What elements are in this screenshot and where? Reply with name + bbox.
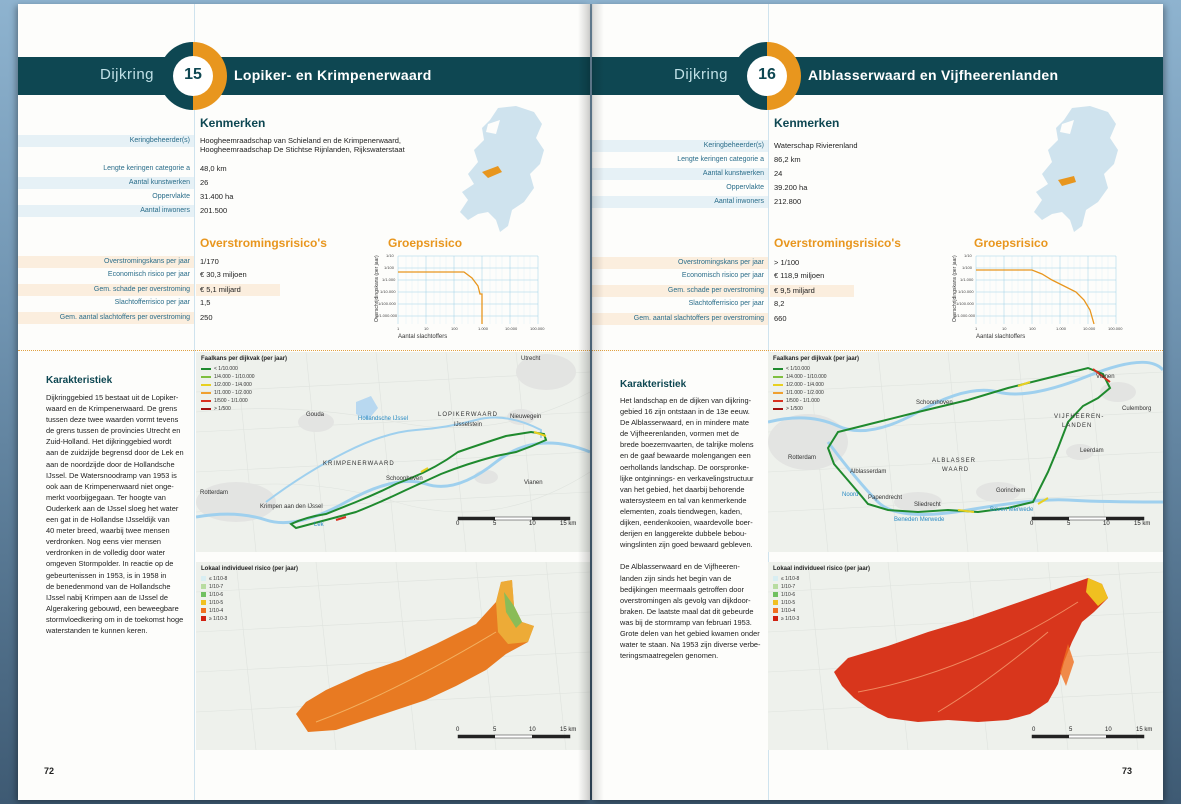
water-label: Lek (314, 522, 324, 528)
column-rule (194, 4, 195, 800)
map1-legend-title: Faalkans per dijkvak (per jaar) (201, 356, 288, 362)
kenmerk-label: Aantal inwoners (714, 198, 764, 205)
scale-label: 5 (493, 521, 497, 527)
risico-title: Overstromingsrisico's (774, 236, 901, 250)
graph-ytick: 1/100 (384, 265, 395, 270)
map2-legend-item: ≥ 1/10-3 (773, 616, 799, 622)
dotted-rule (592, 350, 1163, 351)
kenmerk-value: Hoogheemraadschap van Schieland en de Krimpenerwaard, (200, 136, 401, 145)
map1-legend-item: > 1/500 (773, 406, 803, 412)
map2-legend-item: 1/10-4 (773, 608, 795, 614)
graph-xtick: 1 (975, 326, 978, 331)
netherlands-locator-map (1012, 102, 1132, 237)
risico-label: Slachtofferrisico per jaar (114, 299, 190, 306)
risico-value: 660 (774, 314, 787, 323)
kenmerk-value: 26 (200, 178, 209, 187)
text-line: een gat in de Hollandse IJsseldijk van (46, 515, 170, 525)
place-label: Nieuwegein (510, 414, 542, 420)
text-line: derijen en langgerekte dubbele bebou- (620, 529, 747, 539)
place-label: Leerdam (1080, 448, 1104, 454)
kenmerk-value: 86,2 km (774, 155, 801, 164)
graph-xtick: 100 (451, 326, 458, 331)
risico-label: Slachtofferrisico per jaar (688, 300, 764, 307)
risico-map (768, 562, 1163, 750)
graph-ytick: 1/1.000 (382, 277, 396, 282)
risico-label: Gem. schade per overstroming (93, 286, 190, 293)
water-label: Boven Merwede (990, 507, 1034, 513)
place-label: Papendrecht (868, 495, 903, 501)
place-label: Utrecht (521, 356, 541, 362)
map2-legend-item: 1/10-5 (773, 600, 795, 606)
risico-label: Overstromingskans per jaar (678, 259, 764, 266)
karakteristiek-title: Karakteristiek (46, 375, 113, 386)
text-line: dijken, eendenkooien, waardevolle boer- (620, 518, 753, 528)
kenmerk-label: Lengte keringen categorie a (677, 156, 764, 163)
graph-xlabel: Aantal slachtoffers (398, 334, 448, 340)
text-line: IJssel. De Watersnoodramp van 1953 is (46, 470, 177, 480)
text-line: omgeven Stormpolder. In reactie op de (46, 559, 174, 569)
text-line: aan de zuidzijde begrensd door de Lek en (46, 448, 184, 458)
graph-ytick: 1/10 (964, 253, 972, 258)
dijkring-number: 15 (184, 66, 202, 83)
risico-label: Economisch risico per jaar (681, 272, 764, 279)
text-line: teringsmaatregelen genomen. (620, 651, 719, 661)
text-line: Het landschap en de dijken van dijkring- (620, 396, 752, 405)
page-title: Alblasserwaard en Vijfheerenlanden (808, 67, 1059, 83)
place-label: Krimpen aan den IJssel (260, 504, 323, 510)
text-line: waterstanden te kunnen keren. (46, 625, 148, 635)
scale-label: 5 (1067, 521, 1071, 527)
text-line: De Alblasserwaard, en in mindere mate (620, 418, 749, 428)
risico-map (196, 562, 590, 750)
text-line: aan de noordzijde door de Hollandsche (46, 459, 175, 469)
graph-xtick: 10.000 (505, 326, 518, 331)
groepsrisico-title: Groepsrisico (388, 236, 463, 250)
kenmerk-value-2: Hoogheemraadschap De Stichtse Rijnlanden, Rijkswaterstaat (200, 145, 405, 154)
text-line: was bij de stormramp van februari 1953. (620, 617, 752, 627)
page-title: Lopiker- en Krimpenerwaard (234, 67, 432, 83)
text-line: Algerakering gebouwd, een beweegbare (46, 603, 179, 613)
text-line: waard en de Krimpenerwaard. De grens (46, 404, 178, 414)
place-label: Schoonhoven (386, 476, 423, 482)
text-line: elementen, zoals tiendwegen, kaden, (620, 506, 743, 516)
text-line: gebeurtenissen in 1953, is in 1958 in (46, 570, 167, 580)
text-line: Grote delen van het gebied kwamen onder (620, 628, 760, 638)
text-line: de benedenmond van de Hollandsche (46, 581, 171, 591)
place-label: Vianen (1096, 374, 1115, 380)
scale-label: 5 (1069, 727, 1073, 733)
text-line: Zuid-Holland. Het dijkringgebied wordt (46, 437, 172, 447)
text-line: tussen deze twee waarden vormt tevens (46, 415, 179, 425)
place-label: Schoonhoven (916, 400, 953, 406)
kenmerk-label: Keringbeheerder(s) (703, 142, 764, 149)
page-right (592, 4, 1163, 800)
dijkring-label: Dijkring (674, 66, 729, 83)
netherlands-locator-map (438, 102, 558, 237)
kenmerk-label: Keringbeheerder(s) (129, 137, 190, 144)
kenmerk-value: 24 (774, 169, 783, 178)
kenmerk-value: 31.400 ha (200, 192, 234, 201)
risico-label: Gem. schade per overstroming (667, 287, 764, 294)
water-label: Beneden Merwede (894, 517, 945, 523)
kenmerk-label: Oppervlakte (152, 193, 190, 200)
map1-legend-item: 1/500 - 1/1.000 (201, 398, 248, 404)
karakteristiek-text (620, 395, 768, 661)
map1-legend-item: 1/1.000 - 1/2.000 (201, 390, 252, 396)
text-line: braken. De laatste maal dat dit gebeurde (620, 606, 754, 616)
risico-label: Gem. aantal slachtoffers per overstroming (633, 315, 764, 322)
map1-legend-item: 1/2.000 - 1/4.000 (201, 382, 252, 388)
text-line: verdronken in de volledig door water (46, 548, 166, 558)
graph-ytick: 1/10 (386, 253, 394, 258)
kenmerk-label: Oppervlakte (726, 184, 764, 191)
scale-label: 10 (529, 727, 536, 733)
text-line: de Vijfheerenlanden, vormen met de (620, 429, 740, 439)
risico-value: 1,5 (200, 298, 211, 307)
text-line: overstromingen als gevolg van dijkdoor- (620, 595, 751, 605)
groepsrisico-graph (394, 252, 542, 328)
text-line: gebied 16 zijn ontstaan in de 13e eeuw. (620, 407, 750, 417)
region-label: WAARD (942, 467, 970, 473)
risico-value: 250 (200, 313, 213, 322)
text-line: landen zijn sinds het begin van de (620, 573, 732, 583)
map2-legend-title: Lokaal individueel risico (per jaar) (773, 566, 871, 572)
risico-label: Overstromingskans per jaar (104, 258, 190, 265)
risico-value: € 5,1 miljard (200, 285, 241, 294)
dijkring-label: Dijkring (100, 66, 155, 83)
scale-label: 15 km (1134, 521, 1151, 527)
text-line: wingslinten zijn goed bewaard gebleven. (620, 540, 753, 550)
text-line: oerhollands landschap. De oorspronke- (620, 462, 750, 472)
scale-label: 0 (456, 727, 460, 733)
place-label: Alblasserdam (850, 469, 887, 475)
region-label: LOPIKERWAARD (438, 412, 499, 418)
kenmerk-label: Aantal kunstwerken (702, 170, 764, 177)
place-label: Vianen (524, 480, 543, 486)
graph-xtick: 1 (397, 326, 400, 331)
kenmerk-value: 39.200 ha (774, 183, 808, 192)
text-line: IJssel nabij Krimpen aan de IJssel de (46, 592, 169, 602)
region-label: LANDEN (1062, 423, 1093, 429)
risico-title: Overstromingsrisico's (200, 236, 327, 250)
karakteristiek-title: Karakteristiek (620, 379, 687, 390)
map2-legend-item: ≤ 1/10-8 (773, 576, 799, 582)
map2-legend-item: 1/10-7 (201, 584, 223, 590)
water-label: Noord (842, 492, 859, 498)
kenmerk-label: Aantal inwoners (140, 207, 190, 214)
scale-label: 0 (1030, 521, 1034, 527)
risico-value: 8,2 (774, 299, 785, 308)
map1-legend-item: 1/500 - 1/1.000 (773, 398, 820, 404)
place-label: Rotterdam (200, 490, 229, 496)
risico-label: Gem. aantal slachtoffers per overstroming (59, 314, 190, 321)
map1-legend-item: 1/1.000 - 1/2.000 (773, 390, 824, 396)
map2-legend-item: 1/10-4 (201, 608, 223, 614)
graph-ytick: 1/10.000 (380, 289, 396, 294)
risico-label: Economisch risico per jaar (107, 271, 190, 278)
text-line: bedijkingen meermaals getroffen door (620, 584, 744, 594)
risico-value: € 9,5 miljard (774, 286, 815, 295)
graph-ylabel: Overschrijdingskans (per jaar) (952, 255, 958, 322)
text-line: 40 meter breed, waarbij twee mensen (46, 526, 170, 536)
map2-legend-item: 1/10-7 (773, 584, 795, 590)
scale-label: 10 (1103, 521, 1110, 527)
graph-ytick: 1/100.000 (956, 301, 974, 306)
map1-legend-item: 1/2.000 - 1/4.000 (773, 382, 824, 388)
graph-ytick: 1/1.000.000 (954, 313, 976, 318)
scale-label: 15 km (560, 521, 577, 527)
map2-legend-item: 1/10-6 (201, 592, 223, 598)
map1-legend-item: < 1/10.000 (201, 366, 238, 372)
kenmerken-title: Kenmerken (200, 116, 266, 130)
kenmerk-value: Waterschap Rivierenland (774, 141, 858, 150)
region-label: VIJFHEEREN- (1054, 414, 1105, 420)
map1-legend-title: Faalkans per dijkvak (per jaar) (773, 356, 860, 362)
scale-label: 10 (1105, 727, 1112, 733)
map2-legend-item: ≤ 1/10-8 (201, 576, 227, 582)
text-line: ook aan de Krimpenerwaard niet onge- (46, 481, 174, 491)
graph-ytick: 1/1.000 (960, 277, 974, 282)
graph-xtick: 10.000 (1083, 326, 1096, 331)
page-number: 73 (1122, 766, 1133, 776)
kenmerk-value: 212.800 (774, 197, 802, 206)
graph-xtick: 100.000 (1108, 326, 1123, 331)
scale-label: 15 km (1136, 727, 1153, 733)
risico-value: € 118,9 miljoen (774, 271, 825, 280)
graph-ytick: 1/100.000 (378, 301, 396, 306)
region-label: ALBLASSER (932, 458, 977, 464)
place-label: IJsselstein (454, 422, 483, 428)
text-line: watersysteem en tal van kenmerkende (620, 495, 747, 505)
graph-ytick: 1/1.000.000 (376, 313, 398, 318)
region-label: KRIMPENERWAARD (323, 461, 395, 467)
map1-legend-item: 1/4.000 - 1/10.000 (773, 374, 827, 380)
map1-legend-item: > 1/500 (201, 406, 231, 412)
place-label: Gouda (306, 412, 325, 418)
graph-xlabel: Aantal slachtoffers (976, 334, 1026, 340)
graph-xtick: 100.000 (530, 326, 545, 331)
kenmerk-label: Lengte keringen categorie a (103, 165, 190, 172)
text-line: brede boezemvaarten, de talrijke molens (620, 440, 754, 450)
scale-label: 0 (1032, 727, 1036, 733)
text-line: Dijkringgebied 15 bestaat uit de Lopiker- (46, 393, 179, 402)
text-line: de grens tussen de provincies Utrecht en (46, 426, 181, 436)
map2-legend-title: Lokaal individueel risico (per jaar) (201, 566, 299, 572)
graph-ytick: 1/100 (962, 265, 973, 270)
scale-label: 15 km (560, 727, 577, 733)
kenmerken-title: Kenmerken (774, 116, 840, 130)
graph-xtick: 100 (1029, 326, 1036, 331)
groepsrisico-graph (972, 252, 1120, 328)
place-label: Sliedrecht (914, 502, 941, 508)
dotted-rule (18, 350, 590, 351)
place-label: Gorinchem (996, 488, 1026, 494)
risico-value: € 30,3 miljoen (200, 270, 247, 279)
graph-xtick: 1.000 (478, 326, 489, 331)
groepsrisico-title: Groepsrisico (974, 236, 1049, 250)
karakteristiek-text (46, 392, 191, 636)
risico-value: 1/170 (200, 257, 219, 266)
page-number: 72 (44, 766, 55, 776)
graph-xtick: 1.000 (1056, 326, 1067, 331)
risico-value: > 1/100 (774, 258, 800, 267)
text-line: merkt voorbijgegaan. Ter hoogte van (46, 492, 166, 502)
dijkring-number: 16 (758, 66, 776, 83)
place-label: Rotterdam (788, 455, 817, 461)
graph-xtick: 10 (1002, 326, 1007, 331)
kenmerk-label: Aantal kunstwerken (128, 179, 190, 186)
text-line: water te staan. Na 1953 zijn diverse verbe- (620, 640, 761, 650)
place-label: Culemborg (1122, 406, 1152, 412)
text-line: en de gaaf bewaarde molengangen een (620, 451, 751, 461)
text-line (620, 550, 768, 561)
map1-legend-item: < 1/10.000 (773, 366, 810, 372)
text-line: verdronken. Nog eens vier mensen (46, 537, 162, 547)
scale-label: 10 (529, 521, 536, 527)
graph-xtick: 10 (424, 326, 429, 331)
text-line: van het gebied, het daarbij behorende (620, 484, 745, 494)
scale-label: 5 (493, 727, 497, 733)
kenmerk-value: 48,0 km (200, 164, 227, 173)
dijkring-number-badge (159, 42, 227, 110)
map2-legend-item: 1/10-5 (201, 600, 223, 606)
graph-ytick: 1/10.000 (958, 289, 974, 294)
water-label: Hollandsche IJssel (358, 416, 409, 422)
graph-ylabel: Overschrijdingskans (per jaar) (374, 255, 380, 322)
text-line: Ouderkerk aan de IJssel sloeg het water (46, 503, 179, 513)
map1-legend-item: 1/4.000 - 1/10.000 (201, 374, 255, 380)
dijkring-number-badge (733, 42, 801, 110)
kenmerk-value: 201.500 (200, 206, 228, 215)
scale-label: 0 (456, 521, 460, 527)
map2-legend-item: ≥ 1/10-3 (201, 616, 227, 622)
text-line: De Alblasserwaard en de Vijfheeren- (620, 562, 740, 572)
map2-legend-item: 1/10-6 (773, 592, 795, 598)
text-line: lijke ontginnings- en verkavelingstructuur (620, 473, 754, 483)
text-line: stormvloedkering om in de toekomst hoge (46, 614, 184, 624)
page-left (18, 4, 590, 800)
